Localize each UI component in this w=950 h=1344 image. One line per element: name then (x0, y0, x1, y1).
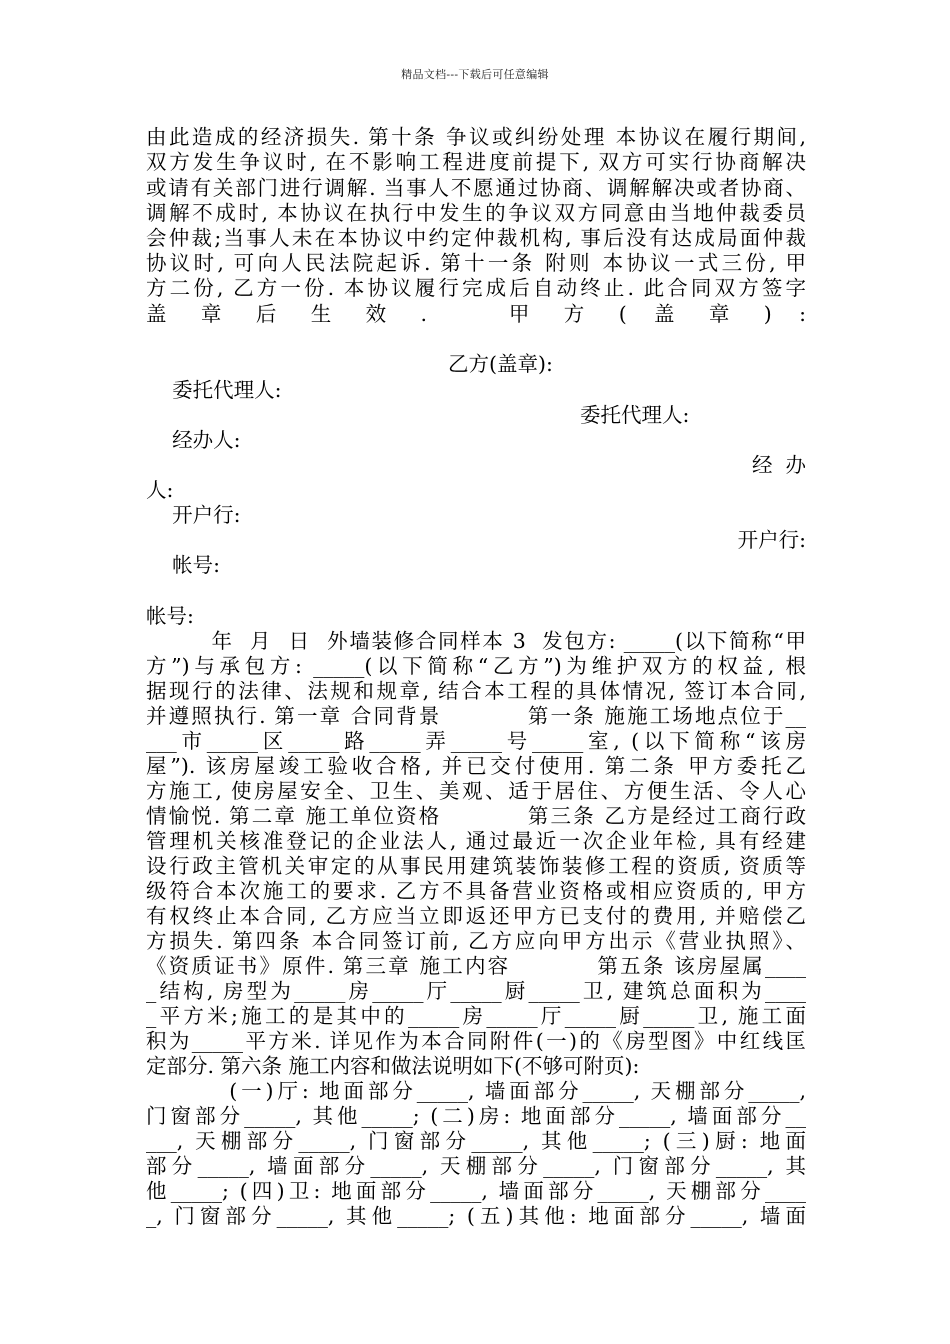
text-line: 管理机关核准登记的企业法人, 通过最近一次企业年检, 具有经建 (146, 829, 806, 853)
text-line: 方损失. 第四条 本合同签订前, 乙方应向甲方出示《营业执照》、 (146, 929, 806, 953)
text-line: 双方发生争议时, 在不影响工程进度前提下, 双方可实行协商解决 (146, 150, 806, 174)
text-line: 级符合本次施工的要求. 乙方不具备营业资格或相应资质的, 甲方 (146, 879, 806, 903)
party-b-agent: 委托代理人: (580, 403, 690, 427)
text-line: 有权终止本合同, 乙方应当立即返还甲方已支付的费用, 并赔偿乙 (146, 904, 806, 928)
party-b-account: 帐号: (146, 604, 194, 628)
text-line: (一)厅: 地面部分_____, 墙面部分_____, 天棚部分_____, (146, 1079, 806, 1103)
text-line: 定部分. 第六条 施工内容和做法说明如下(不够可附页): (146, 1054, 640, 1078)
page-header: 精品文档---下载后可任意编辑 (401, 68, 549, 81)
party-b-bank: 开户行: (737, 528, 806, 552)
text-line: 由此造成的经济损失. 第十条 争议或纠纷处理 本协议在履行期间, (146, 125, 806, 149)
party-a-account: 帐号: (146, 553, 220, 577)
party-a-agent: 委托代理人: (146, 378, 282, 402)
text-line: 屋”). 该房屋竣工验收合格, 并已交付使用. 第二条 甲方委托乙 (146, 754, 806, 778)
text-line: _, 门窗部分_____, 其他_____; (五)其他: 地面部分_____, 墙面 (146, 1204, 806, 1228)
text-line: 积为_____平方米. 详见作为本合同附件(一)的《房型图》中红线匡 (146, 1029, 806, 1053)
text-line: 协议时, 可向人民法院起诉. 第十一条 附则 本协议一式三份, 甲 (146, 251, 806, 275)
text-line: 设行政主管机关审定的从事民用建筑装饰装修工程的资质, 资质等 (146, 854, 806, 878)
party-b-handler-cont: 人: (146, 478, 174, 502)
text-line: 他_____; (四)卫: 地面部分_____, 墙面部分_____, 天棚部分____ (146, 1179, 806, 1203)
text-line: 情愉悦. 第二章 施工单位资格 第三条 乙方是经过工商行政 (146, 804, 806, 828)
text-line: ___市_____区_____路_____弄_____号_____室, (以下简称“该房 (146, 729, 806, 753)
text-line: 部分_____, 墙面部分_____, 天棚部分_____, 门窗部分_____, 其 (146, 1154, 806, 1178)
party-a-bank: 开户行: (146, 503, 241, 527)
text-line: _平方米;施工的是其中的_____房_____厅_____厨_____卫, 施工面 (146, 1004, 806, 1028)
text-line: 门窗部分_____, 其他_____; (二)房: 地面部分_____, 墙面部分__ (146, 1104, 806, 1128)
text-line: 并遵照执行. 第一章 合同背景 第一条 施施工场地点位于__ (146, 704, 806, 728)
party-a-handler: 经办人: (146, 428, 241, 452)
text-line: 盖 章 后 生 效 . 甲 方 ( 盖 章 ) : (146, 302, 806, 326)
text-line: 方二份, 乙方一份. 本协议履行完成后自动终止. 此合同双方签字 (146, 276, 806, 300)
party-b-handler: 经 办 (751, 453, 806, 477)
text-line: 方”)与承包方: _____(以下简称“乙方”)为维护双方的权益, 根 (146, 654, 806, 678)
text-line: 《资质证书》原件. 第三章 施工内容 第五条 该房屋属____ (146, 954, 806, 978)
text-line: 据现行的法律、法规和规章, 结合本工程的具体情况, 签订本合同, (146, 679, 806, 703)
text-line: 方施工, 使房屋安全、卫生、美观、适于居住、方便生活、令人心 (146, 779, 806, 803)
text-line: _结构, 房型为_____房_____厅_____厨_____卫, 建筑总面积为____ (146, 979, 806, 1003)
text-line: 或请有关部门进行调解. 当事人不愿通过协商、调解解决或者协商、 (146, 176, 806, 200)
party-b-seal: 乙方(盖章): (448, 352, 553, 376)
text-line: ___, 天棚部分_____, 门窗部分_____, 其他_____; (三)厨: 地面 (146, 1129, 806, 1153)
text-line: 年 月 日 外墙装修合同样本 3 发包方: _____(以下简称“甲 (146, 629, 806, 653)
text-line: 调解不成时, 本协议在执行中发生的争议双方同意由当地仲裁委员 (146, 201, 806, 225)
text-line: 会仲裁;当事人未在本协议中约定仲裁机构, 事后没有达成局面仲裁 (146, 226, 806, 250)
